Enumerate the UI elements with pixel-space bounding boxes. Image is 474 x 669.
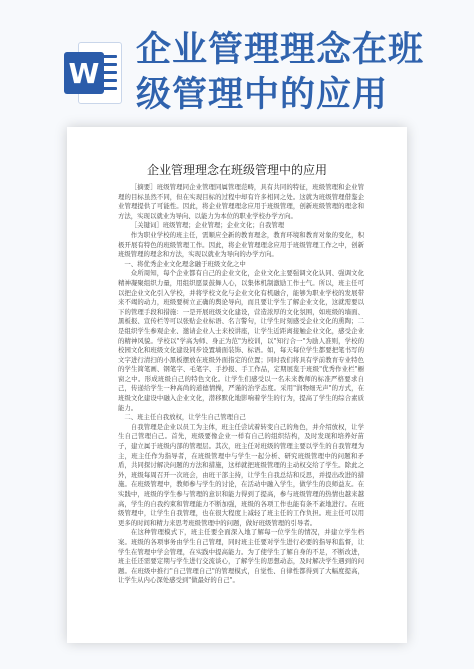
- document-paragraph: ［关键词］班级管理；企业管理；企业文化；自我管理: [130, 221, 285, 230]
- document-paragraph: 在这种管理模式下，班主任要全面深入地了解每一位学生的情况，并建立学生档案。班级的各项事务由学生自己管理，同时班主任要对学生进行必要的指导和监督，让学生在管理中学会管理，在实践中提高能力。为了使学生了解自身的不足，不断改进，班主任还需要定期与学生进行交流谈心，了解学生的思想动态，及时解决学生遇到的问题。在班级中推行"自己管理自己"的管理模式，自觉性、自律性都得到了大幅度提高，让学生从内心深处感受到"做最好的自己"。: [118, 528, 364, 585]
- document-paragraph: ［摘要］班级管理同企业管理同属管理范畴，具有共同的特征，班级管理和企业管理的目标虽然不同，但在实现目标的过程中却有许多相同之处。这就为班级管理借鉴企业管理提供了可能性。因此，将企业管理理念应用于班级管理，创新班级管理的理念和方法，实现以就业为导向、以能力为本位的职业学校办学方向。: [118, 183, 364, 220]
- page-title: 企业管理理念在班 级管理中的应用: [136, 30, 425, 115]
- word-logo-icon: W: [64, 52, 104, 94]
- section-heading: 一、将优秀企业文化理念融于班级文化之中: [124, 259, 246, 268]
- word-document-icon: [64, 42, 122, 104]
- banner-header: [0, 0, 474, 118]
- document-paragraph: 自我管理是企业以员工为主体，班主任尝试着转变自己的角色，并介绍放权，让学生自己管理自己。首先，班级要像企业一样有自己的组织结构，及时发现和培养好苗子，建立属于班级内部的管理层。其次，班主任对班级的管理主要以学生的自我管理为主，班主任作为指导者，在班级管理中与学生一起分析、研究班级管理中的问题和矛盾，共同探讨解决问题的方法和措施，这样就把班级管理的主动权交给了学生。除此之外，班级每周召开一次班会，由班干部主持，让学生自我总结和反思，并提出改进的措施。在班级管理中，教师参与学生的讨论，在活动中融入学生，做学生的良师益友。在实践中，班级的学生参与管理的意识和能力得到了提高，参与班级管理的热情也越来越高，学生的自我约束和管理能力不断加强，班级的各项工作也能有条不紊地进行。在班级管理中，让学生自我管理，也在很大程度上减轻了班主任的工作负担。班主任可以用更多的时间和精力来思考班级管理中的问题，做好班级管理的引导者。: [118, 422, 364, 527]
- section-heading: 二、班主任自我放权，让学生自己管理自己: [124, 413, 246, 422]
- document-preview: [67, 127, 407, 643]
- document-title: 企业管理理念在班级管理中的应用: [146, 163, 327, 177]
- document-paragraph: 作为职业学校的班主任，需顺应全新的教育理念，教育环境和教育对象的变化，积极开展有特色的班级管理工作。因此，将企业管理理念应用于班级管理工作之中，创新班级管理的理念和方法，实现以就业为导向的办学方向。: [118, 230, 364, 259]
- document-paragraph: 众所周知，每个企业都有自己的企业文化，企业文化主要强调文化认同、强调文化精神凝聚组织力量，用组织愿景鼓舞人心，以集体机制激励工作士气。所以，班主任可以把企业文化引入学校，并将学校文化与企业文化有机融合，能够为职业学校的发展带来不竭的动力，班级要树立正确的舆论导向，而且要让学生了解企业文化，这就需要以下的管理手段和措施：一是开展班级文化建设，营造浓厚的文化氛围，如班级的墙面、黑板报、宣传栏等可以张贴企业标语、名言警句，让学生时刻感受企业文化的熏陶；二是组织学生参观企业、邀请企业人士来校讲座，让学生近距离接触企业文化，感受企业的精神风貌。学校以"学高为师、身正为范"为校训，以"知行合一"为励人准则，学校的校园文化和班级文化建设同步设置墙面装饰、标语。如，每天每位学生都要把笔书写的文字进行清扫的小黑板摆放在班级外面指定的位置；同时我们将具有学前教育专业特色的学生简笔画、钢笔字、毛笔字、手抄报、手工作品，定期展览于班级"优秀作业栏"橱窗之中。形成班级自己的特色文化。让学生们感受以一名未来教师的标准严格要求自己，传递给学生一种高尚的道德情操，严谨的治学态度。采用"润物细无声"的方式，在班级文化建设中融入企业文化，潜移默化地影响着学生的行为，提高了学生的综合素质能力。: [118, 269, 364, 412]
- document-body: [118, 183, 364, 623]
